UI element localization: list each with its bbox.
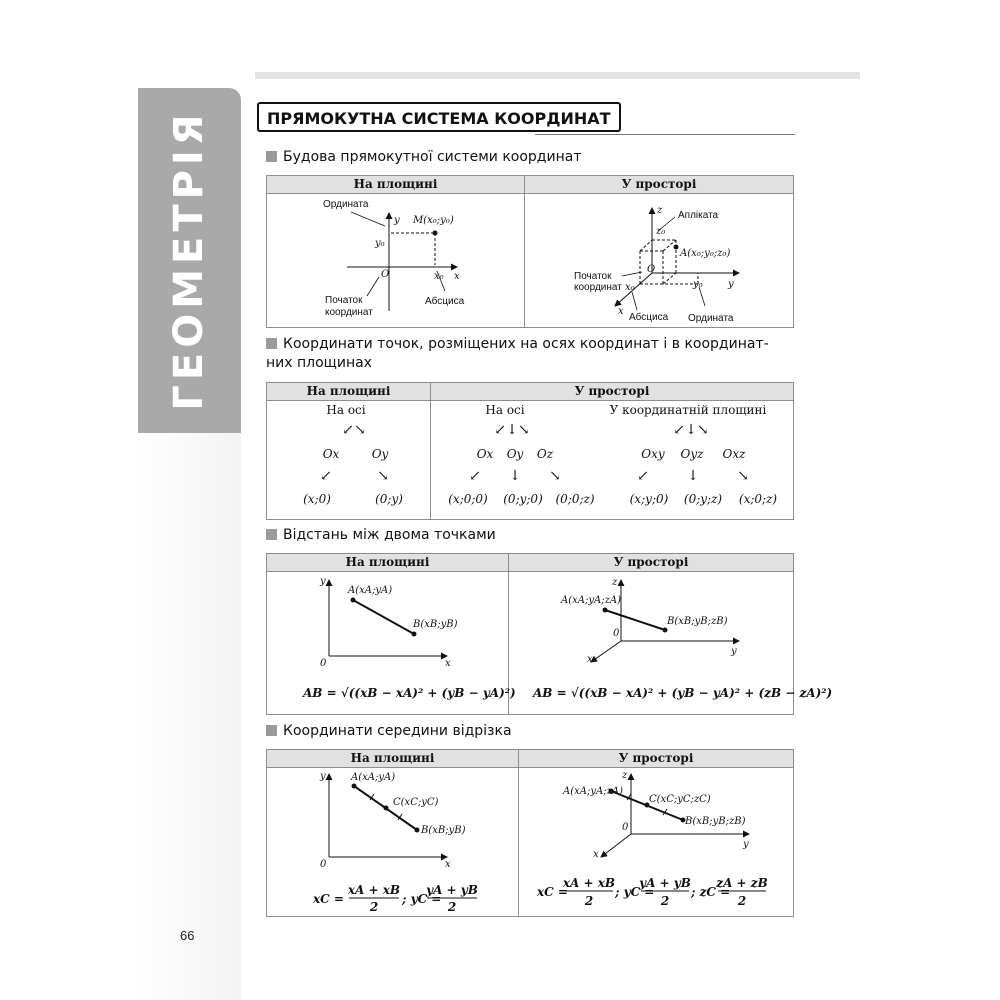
label-z0: z₀ [656,226,666,237]
segment-ab-space [605,610,665,630]
col-header-plane: На площині [267,383,430,401]
axis-oz-space: Oz [536,447,554,461]
label-x-space: x [593,849,599,860]
ordinate-pointer [351,212,385,226]
label-origin-l1: Початок [325,295,363,306]
formula-zc-den: 2 [737,894,747,908]
formula-xc-lhs: xC = [537,885,568,899]
arrow-down: ↓ [687,468,699,484]
page-number: 66 [180,928,195,943]
coord-xy0: (x;y;0) [629,492,669,506]
formula-midpoint-space [536,876,768,908]
fork3-arrows: ↙↓↘ [494,422,530,438]
formula-distance-space: AB = √((xB − xA)² + (yB − yA)² + (zB − zA)²) [533,686,833,700]
side-tab [138,88,241,433]
label-origin-space-l1: Початок [574,271,612,282]
x-axis-space [601,834,631,857]
label-origin-space-l2: координат [574,282,622,293]
side-tab-label: ГЕОМЕТРІЯ [166,109,212,411]
space-in-plane-label: У координатній площині [609,403,767,417]
label-zero-space: 0 [622,822,629,833]
col-header-space: У просторі [509,554,793,572]
label-x0-space: x₀ [625,282,635,293]
label-y: y [320,576,326,587]
point-b [412,632,417,637]
formula-xc-den: 2 [584,894,594,908]
fork-arrows: ↙↘ [342,422,366,438]
formula-xc-num: xA + xB [562,876,616,890]
label-y: y [320,771,326,782]
label-abscissa-space: Абсциса [629,312,669,323]
plane-on-axis-label: На осі [326,403,366,417]
point-m [433,231,438,236]
label-ordinate: Ордината [323,199,369,210]
coord-00z: (0;0;z) [555,492,595,506]
label-point-c-space: C(xC;yC;zC) [649,794,711,805]
axis-oy: Oy [371,447,389,461]
space-on-axis-label: На осі [485,403,525,417]
bullet-square-icon [266,338,277,349]
label-x: x [445,859,451,870]
section-heading-midpoint: Координати середини відрізка [266,722,512,741]
label-point-b-space: B(xB;yB;zB) [685,816,746,827]
arrow-down-left: ↙ [320,468,332,484]
midpoint-diagrams [267,750,793,916]
formula-yc-num: yA + yB [426,883,478,897]
col-header-plane: На площині [267,750,518,768]
label-z-axis: z [657,205,663,216]
plane-oyz: Oyz [680,447,704,461]
formula-distance-plane: AB = √((xB − xA)² + (yB − yA)²) [303,686,516,700]
table-structure [266,175,794,328]
label-y0-space: y₀ [693,279,703,290]
label-origin-o: O [381,269,390,280]
label-point-b: B(xB;yB) [413,619,458,630]
structure-diagrams [267,176,793,327]
label-point-m: M(x₀;y₀) [413,215,454,226]
label-point-a-space: A(xA;yA;zA) [563,786,623,797]
page-title: ПРЯМОКУТНА СИСТЕМА КООРДИНАТ [257,102,621,132]
table-distance [266,553,833,715]
label-y0: y₀ [375,238,385,249]
coord-x00: (x;0;0) [448,492,488,506]
section-heading-structure: Будова прямокутної системи координат [266,148,581,167]
label-x-space: x [587,654,593,665]
label-zero: 0 [320,658,327,669]
axis-ox-space: Ox [476,447,494,461]
formula-yc-num: yA + yB [639,876,691,890]
plane-oxy: Oxy [641,447,665,461]
point-a [674,245,679,250]
coord-x0: (x;0) [303,492,331,506]
label-z: z [612,577,618,588]
col-header-space: У просторі [525,176,793,194]
label-abscissa: Абсциса [425,296,465,307]
coord-0y: (0;y) [375,492,403,506]
table-midpoint [266,749,794,917]
label-x: x [445,658,451,669]
arrow-down-right: ↘ [377,468,389,484]
plane-oxz: Oxz [722,447,746,461]
formula-xc-den: 2 [369,900,379,914]
arrow-down-left: ↙ [469,468,481,484]
label-x-axis: x [454,271,460,282]
label-y-axis-space: y [728,279,734,290]
arrow-down-right: ↘ [737,468,749,484]
bullet-square-icon [266,725,277,736]
formula-zc-num: zA + zB [716,876,768,890]
section-heading-axis-points: Координати точок, розміщених на осях координат і в координат- них площинах [266,336,769,371]
space-axes [615,208,739,310]
arrow-down-right: ↘ [549,468,561,484]
formula-yc-lhs: ; yC = [615,885,655,899]
label-point-c: C(xC;yC) [393,797,439,808]
coord-x0z: (x;0;z) [738,492,778,506]
label-point-a: A(x₀;y₀;z₀) [680,248,731,259]
label-x0: x₀ [434,271,444,282]
point-a [351,598,356,603]
label-z: z [622,770,628,781]
col-header-plane: На площині [267,554,508,572]
label-x-axis-space: x [618,306,624,317]
coord-0y0: (0;y;0) [503,492,543,506]
abscissa-pointer-space [632,292,637,310]
segment-ab [353,600,414,634]
point-b-space [663,628,668,633]
label-y-space: y [731,646,737,657]
label-point-a: A(xA;yA) [348,585,393,596]
label-point-b: B(xB;yB) [421,825,466,836]
col-header-space: У просторі [431,383,793,401]
side-strip [138,433,241,1000]
label-point-a-space: A(xA;yA;zA) [561,595,621,606]
arrow-down: ↓ [509,468,521,484]
x-axis-space [591,641,621,662]
formula-yc-den: 2 [447,900,457,914]
formula-xc-num: xA + xB [347,883,401,897]
formula-yc-den: 2 [660,894,670,908]
axis-ox: Ox [322,447,340,461]
divider [430,383,431,519]
label-zero-space: 0 [613,628,620,639]
label-applicate: Апліката [678,210,719,221]
col-header-plane: На площині [267,176,524,194]
origin-pointer [367,277,379,296]
table-axis-points [266,382,794,520]
fork3-arrows: ↙↓↘ [673,422,709,438]
label-y-axis: y [394,215,400,226]
label-ordinate-space: Ордината [688,313,734,324]
origin-pointer-space [622,272,642,276]
label-y-space: y [743,839,749,850]
bullet-square-icon [266,151,277,162]
label-origin-l2: координат [325,307,373,318]
point-a-space [603,608,608,613]
label-point-a: A(xA;yA) [351,772,396,783]
col-header-space: У просторі [519,750,793,768]
section-heading-distance: Відстань між двома точками [266,526,496,545]
title-rule [535,134,795,135]
formula-yc-lhs: ; yC = [402,892,442,906]
label-zero: 0 [320,859,327,870]
label-origin-o-space: O [647,264,656,275]
distance-diagrams [267,554,833,714]
arrow-down-left: ↙ [637,468,649,484]
formula-midpoint-plane [312,883,478,914]
point-a [352,784,357,789]
formula-zc-lhs: ; zC = [691,885,731,899]
formula-xc-lhs: xC = [313,892,344,906]
axis-oy-space: Oy [506,447,524,461]
top-bar [255,72,860,79]
coord-0yz: (0;y;z) [683,492,723,506]
point-b [415,828,420,833]
point-c [384,806,389,811]
bullet-square-icon [266,529,277,540]
label-point-b-space: B(xB;yB;zB) [667,616,728,627]
